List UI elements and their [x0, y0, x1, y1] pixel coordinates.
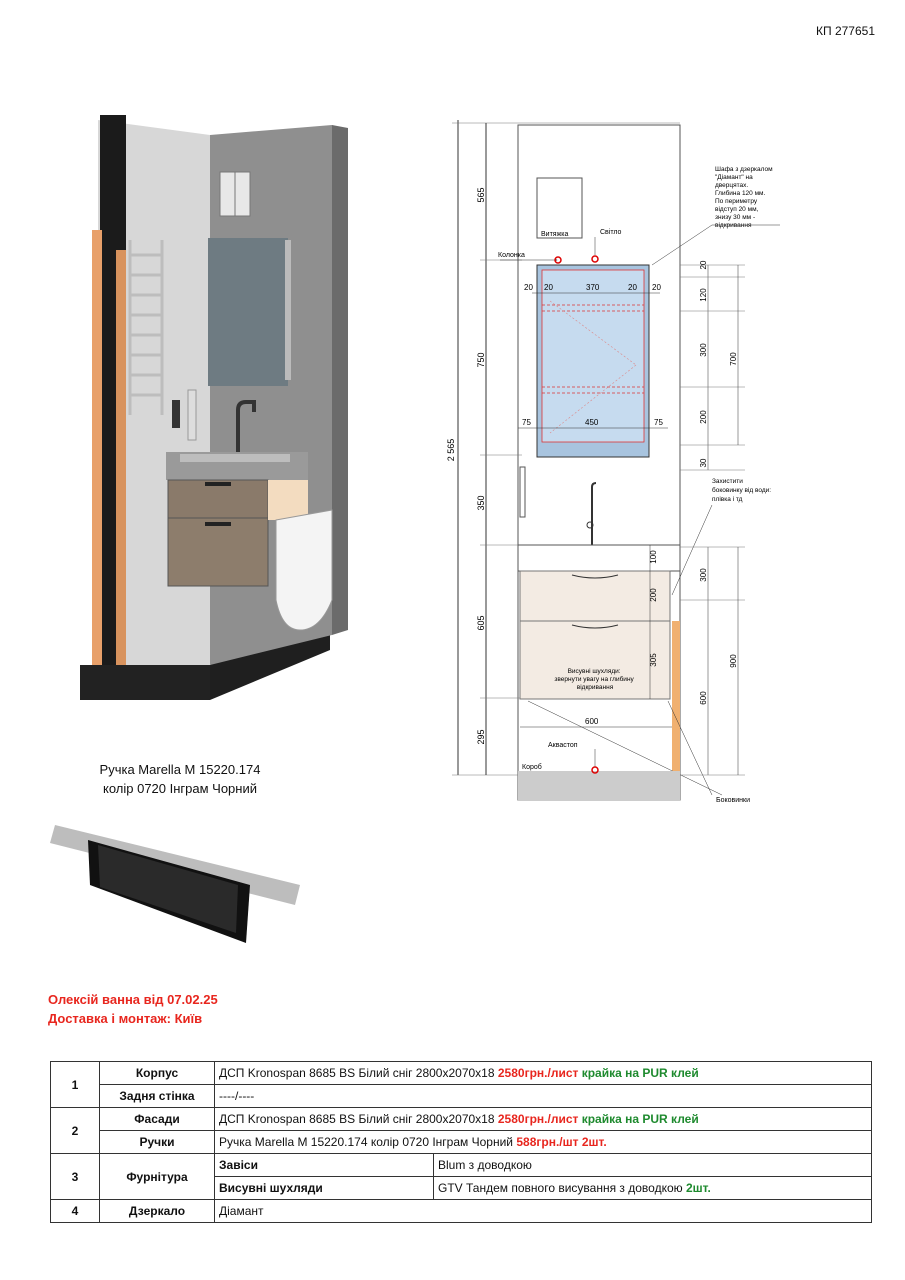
- handle-caption-line2: колір 0720 Інграм Чорний: [103, 781, 257, 796]
- dim-350: 350: [476, 495, 486, 511]
- dim-top-20a: 20: [524, 283, 533, 292]
- subcategory-cell: Висувні шухляди: [215, 1177, 434, 1200]
- description-cell: ДСП Kronospan 8685 BS Білий сніг 2800х2070х18 2580грн./лист крайка на PUR клей: [215, 1108, 872, 1131]
- dim-r200: 200: [699, 410, 708, 424]
- dim-b200: 200: [649, 588, 658, 602]
- order-title: [48, 990, 218, 1028]
- row-number: 2: [51, 1108, 100, 1154]
- cabinet-note: Шафа з дзеркалом "Діамант" на дверцятах. Глибина 120 мм. По периметру відступ 20 мм, знизу 30 мм - відкривання: [715, 166, 773, 229]
- label-vytiazhka: Витяжка: [541, 231, 569, 238]
- value-cell: Діамант: [215, 1200, 872, 1223]
- dim-top-20c: 20: [628, 283, 637, 292]
- order-title-line1: Олексій ванна від 07.02.25: [48, 992, 218, 1007]
- dim-r120: 120: [699, 288, 708, 302]
- protect-note: Захистити боковинку від води: плівка і тд: [712, 478, 772, 503]
- dim-rr300: 300: [699, 568, 708, 582]
- subcategory-cell: Завіси: [215, 1154, 434, 1177]
- label-kolonka: Колонка: [498, 252, 525, 259]
- table-row: [51, 1154, 872, 1177]
- spec-table: [50, 1061, 872, 1223]
- description-cell: Ручка Marella M 15220.174 колір 0720 Інграм Чорний 588грн./шт 2шт.: [215, 1131, 872, 1154]
- table-row: [51, 1108, 872, 1131]
- order-title-line2: Доставка і монтаж: Київ: [48, 1011, 203, 1026]
- dim-rr600: 600: [699, 691, 708, 705]
- value-cell: GTV Тандем повного висування з доводкою 2шт.: [434, 1177, 872, 1200]
- dim-b305: 305: [649, 653, 658, 667]
- category-cell: Дзеркало: [100, 1200, 215, 1223]
- table-row: [51, 1131, 872, 1154]
- row-number: 1: [51, 1062, 100, 1108]
- table-row: [51, 1200, 872, 1223]
- table-row: [51, 1062, 872, 1085]
- table-row: [51, 1085, 872, 1108]
- dim-total-height: 2 565: [446, 438, 456, 462]
- value-cell: Blum з доводкою: [434, 1154, 872, 1177]
- drawers-note: Висувні шухляди: звернути увагу на глибину відкривання: [554, 668, 634, 691]
- dim-top-20b: 20: [544, 283, 553, 292]
- label-bokovynky: Боковинки: [716, 797, 750, 804]
- dim-750: 750: [476, 352, 486, 368]
- dim-r700: 700: [729, 352, 738, 366]
- dim-600-width: 600: [585, 717, 599, 726]
- dim-r30: 30: [699, 458, 708, 468]
- description-cell: ----/----: [215, 1085, 872, 1108]
- dim-75a: 75: [522, 418, 531, 427]
- label-akvastop: Аквастоп: [548, 742, 578, 749]
- description-cell: ДСП Kronospan 8685 BS Білий сніг 2800х2070х18 2580грн./лист крайка на PUR клей: [215, 1062, 872, 1085]
- dim-top-370: 370: [586, 283, 600, 292]
- category-cell: Фурнітура: [100, 1154, 215, 1200]
- label-korob: Короб: [522, 764, 542, 771]
- technical-drawing: [440, 115, 810, 815]
- category-cell: Корпус: [100, 1062, 215, 1085]
- dim-b100: 100: [649, 550, 658, 564]
- dim-top-20d: 20: [652, 283, 661, 292]
- dim-r300: 300: [699, 343, 708, 357]
- row-number: 3: [51, 1154, 100, 1200]
- dim-295: 295: [476, 729, 486, 745]
- bathroom-3d-render: [70, 110, 360, 710]
- handle-image: [50, 815, 310, 945]
- label-svitlo: Світло: [600, 229, 622, 236]
- dim-605: 605: [476, 615, 486, 631]
- handle-caption: [60, 760, 300, 798]
- dim-565: 565: [476, 187, 486, 203]
- dim-rr900: 900: [729, 654, 738, 668]
- dim-r20: 20: [699, 260, 708, 270]
- dim-450: 450: [585, 418, 599, 427]
- category-cell: Фасади: [100, 1108, 215, 1131]
- dim-75b: 75: [654, 418, 663, 427]
- category-cell: Задня стінка: [100, 1085, 215, 1108]
- row-number: 4: [51, 1200, 100, 1223]
- document-id: КП 277651: [816, 24, 875, 38]
- category-cell: Ручки: [100, 1131, 215, 1154]
- handle-caption-line1: Ручка Marella M 15220.174: [99, 762, 261, 777]
